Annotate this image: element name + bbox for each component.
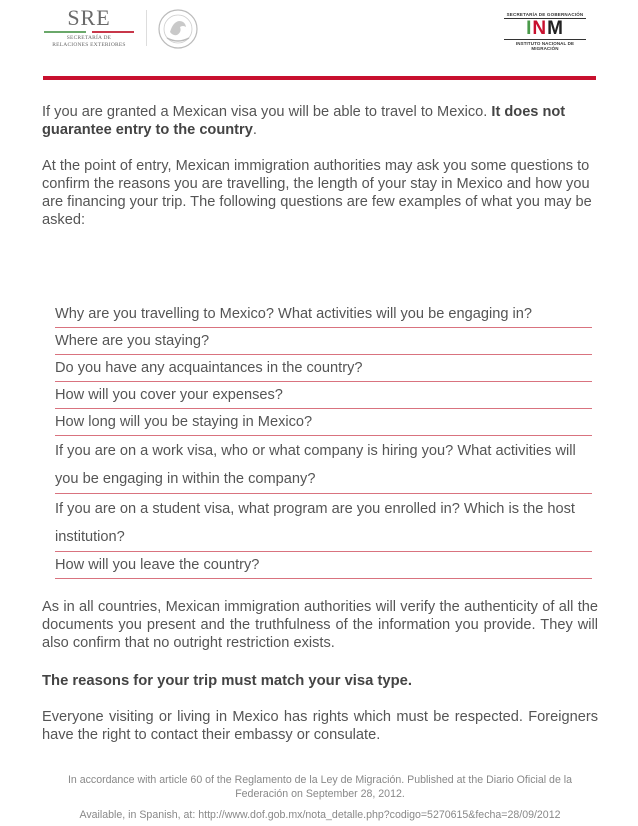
- question-item: How will you leave the country?: [55, 552, 592, 579]
- inm-logo-bottom-text: INSTITUTO NACIONAL DE MIGRACIÓN: [504, 39, 586, 51]
- intro-paragraph-1: [42, 103, 598, 139]
- intro-paragraph-2: At the point of entry, Mexican immigration authorities may ask you some questions to confirm the reasons you are travelling, the length of your stay in Mexico and how you are financing your trip. The following questions are few examples of what you may be asked:: [42, 158, 592, 228]
- question-item: How will you cover your expenses?: [55, 382, 592, 409]
- intro-p1-end: .: [252, 122, 257, 138]
- sre-logo: [44, 6, 134, 49]
- intro-p1-bold: It does not guarantee entry to the country: [42, 104, 566, 138]
- question-item: If you are on a student visa, what program are you enrolled in? Which is the host institution?: [55, 494, 592, 552]
- question-item: How long will you be staying in Mexico?: [55, 409, 592, 436]
- coat-of-arms-seal-icon: [155, 8, 201, 50]
- question-item: Where are you staying?: [55, 328, 592, 355]
- footer-availability-link[interactable]: Available, in Spanish, at: http://www.dof.gob.mx/nota_detalle.php?codigo=5270615&fecha=28/09/2012: [79, 809, 561, 821]
- inm-logo-mark: [504, 19, 586, 39]
- intro-p1-regular: If you are granted a Mexican visa you will be able to travel to Mexico.: [42, 104, 492, 120]
- inm-logo: [504, 12, 586, 51]
- sre-logo-title: SRE: [67, 5, 111, 30]
- verification-paragraph: As in all countries, Mexican immigration authorities will verify the authenticity of all the documents you present and the truthfulness of the information you provide. They will also confirm that no outright restriction exists.: [42, 599, 598, 651]
- footer-legal-note: In accordance with article 60 of the Reglamento de la Ley de Migración. Published at the Diario Oficial de la Federación on September 28, 2012.: [67, 774, 573, 800]
- inm-logo-top-text: SECRETARÍA DE GOBERNACIÓN: [504, 12, 586, 19]
- inm-letter-i: I: [526, 18, 533, 39]
- inm-letter-m: M: [547, 18, 564, 39]
- logo-divider: [146, 10, 147, 46]
- visa-type-statement: The reasons for your trip must match your visa type.: [42, 673, 413, 689]
- header-red-rule: [43, 76, 596, 80]
- sre-logo-subtitle-2: RELACIONES EXTERIORES: [52, 42, 126, 48]
- question-item: If you are on a work visa, who or what company is hiring you? What activities will you be engaging in within the company?: [55, 436, 592, 494]
- rights-paragraph: Everyone visiting or living in Mexico has rights which must be respected. Foreigners have the right to contact their embassy or consulate.: [42, 709, 598, 743]
- sre-logo-subtitle-1: SECRETARÍA DE: [66, 35, 112, 41]
- question-item: Why are you travelling to Mexico? What activities will you be engaging in?: [55, 301, 592, 328]
- question-list: [55, 301, 592, 579]
- inm-letter-n: N: [532, 18, 548, 39]
- question-item: Do you have any acquaintances in the country?: [55, 355, 592, 382]
- sre-logo-flag-bar: [44, 31, 134, 33]
